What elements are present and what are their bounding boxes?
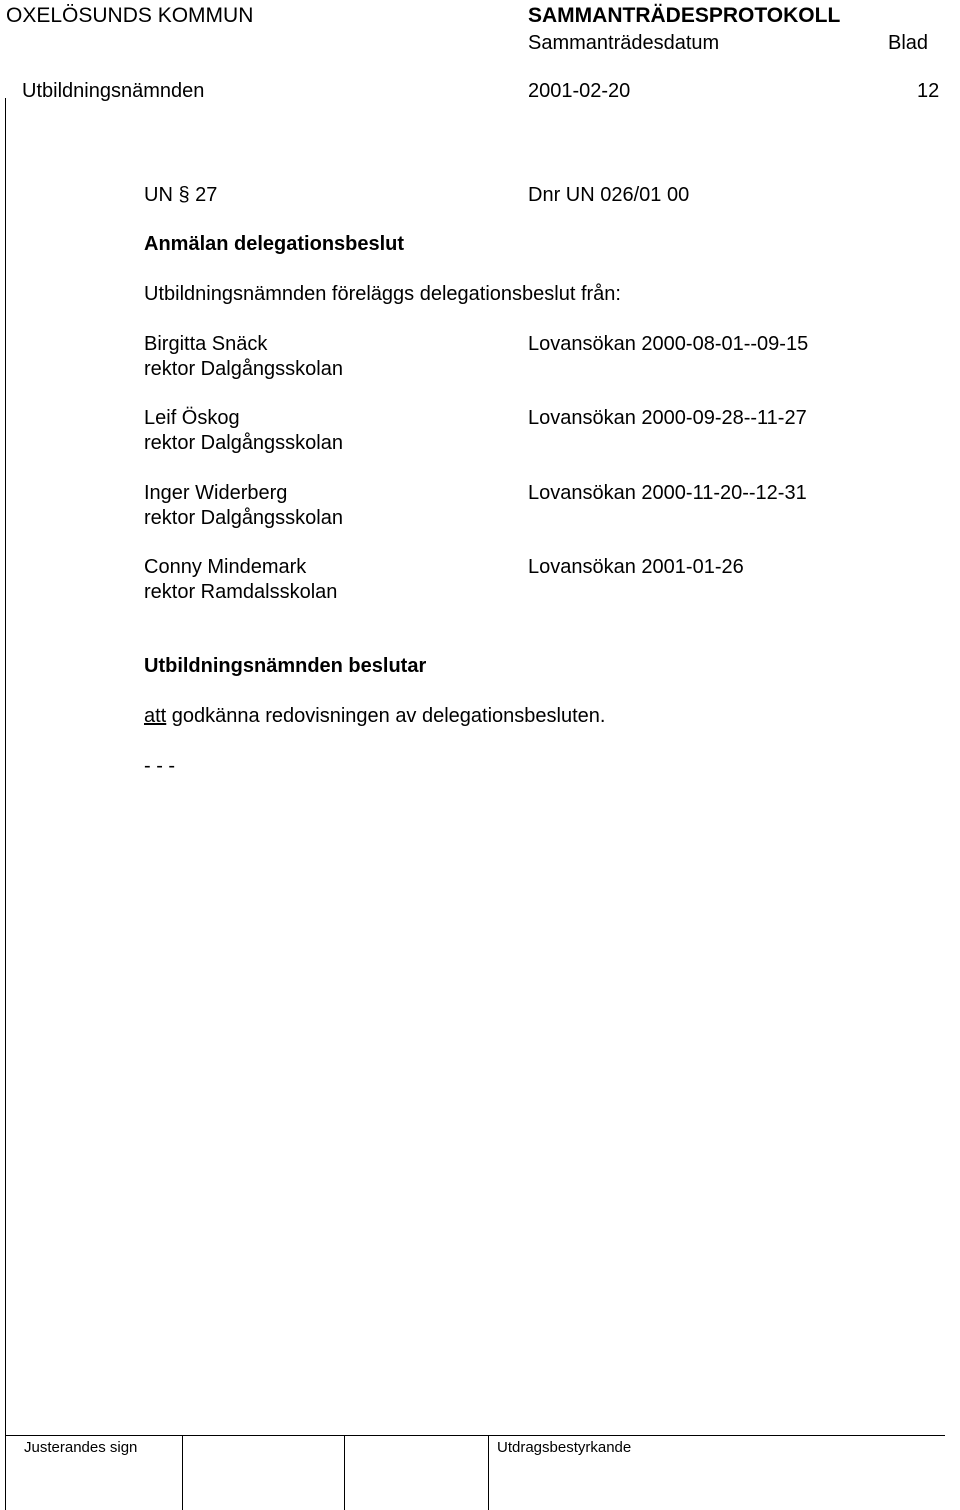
decision-maker-role: rektor Ramdalsskolan bbox=[144, 581, 338, 603]
decision-maker-name: Conny Mindemark bbox=[144, 556, 307, 578]
document-type: SAMMANTRÄDESPROTOKOLL bbox=[528, 4, 841, 27]
decision-maker-name: Inger Widerberg bbox=[144, 482, 288, 504]
decision-text: Lovansökan 2000-09-28--11-27 bbox=[528, 407, 807, 429]
resolution-text: godkänna redovisningen av delegationsbesluten. bbox=[166, 705, 606, 727]
paragraph-number: UN § 27 bbox=[144, 184, 218, 206]
decision-text: Lovansökan 2001-01-26 bbox=[528, 556, 744, 578]
footer-divider-3 bbox=[488, 1435, 489, 1510]
decision-maker-role: rektor Dalgångsskolan bbox=[144, 507, 343, 529]
footer-rule bbox=[5, 1435, 945, 1436]
certification-label: Utdragsbestyrkande bbox=[497, 1439, 632, 1456]
item-intro: Utbildningsnämnden föreläggs delegationsbeslut från: bbox=[144, 283, 621, 305]
decision-maker-name: Birgitta Snäck bbox=[144, 333, 268, 355]
left-margin-line bbox=[5, 98, 6, 1510]
decision-maker-role: rektor Dalgångsskolan bbox=[144, 432, 343, 454]
municipality-name: OXELÖSUNDS KOMMUN bbox=[6, 4, 254, 27]
footer-divider-1 bbox=[182, 1435, 183, 1510]
page-number: 12 bbox=[917, 80, 940, 102]
item-title: Anmälan delegationsbeslut bbox=[144, 233, 405, 255]
footer-divider-2 bbox=[344, 1435, 345, 1510]
resolution-heading: Utbildningsnämnden beslutar bbox=[144, 655, 427, 677]
meeting-date: 2001-02-20 bbox=[528, 80, 631, 102]
meeting-date-label: Sammanträdesdatum bbox=[528, 32, 720, 54]
end-mark: - - - bbox=[144, 755, 176, 777]
signature-label: Justerandes sign bbox=[24, 1439, 138, 1456]
resolution-body bbox=[144, 704, 605, 728]
decision-text: Lovansökan 2000-08-01--09-15 bbox=[528, 333, 809, 355]
registration-number: Dnr UN 026/01 00 bbox=[528, 184, 690, 206]
page-label: Blad bbox=[888, 32, 929, 54]
att-keyword: att bbox=[144, 705, 167, 727]
decision-maker-role: rektor Dalgångsskolan bbox=[144, 358, 343, 380]
committee-name: Utbildningsnämnden bbox=[22, 80, 205, 102]
decision-maker-name: Leif Öskog bbox=[144, 407, 240, 429]
decision-text: Lovansökan 2000-11-20--12-31 bbox=[528, 482, 807, 504]
